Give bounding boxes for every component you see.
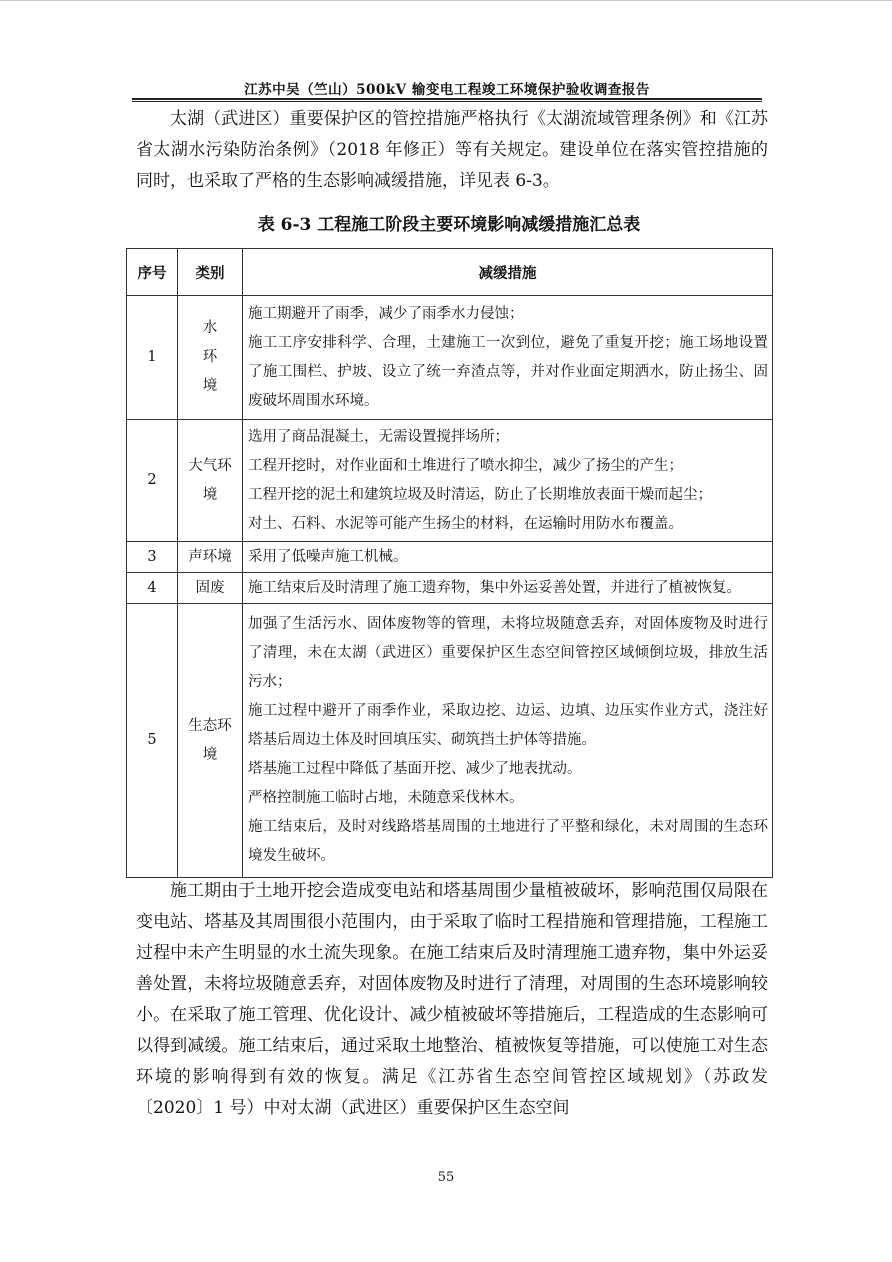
header-rule-thick <box>132 98 762 100</box>
measure-item: 施工期避开了雨季，减少了雨季水力侵蚀； <box>248 305 524 322</box>
category-text: 固废 <box>195 579 225 596</box>
row-no: 5 <box>127 604 178 878</box>
page-top-border <box>0 0 892 1</box>
measure-item: 施工过程中避开了雨季作业，采取边挖、边运、边填、边压实作业方式，浇注好塔基后周边土体及时回填压实、砌筑挡土护体等措施。 <box>248 703 768 748</box>
row-measures <box>243 573 773 604</box>
row-no: 4 <box>127 573 178 604</box>
measure-item: 采用了低噪声施工机械。 <box>248 548 408 565</box>
row-no: 1 <box>127 296 178 420</box>
measure-item: 塔基施工过程中降低了基面开挖、减少了地表扰动。 <box>248 761 582 777</box>
category-text: 境 <box>202 486 218 503</box>
table-row <box>127 296 773 420</box>
closing-paragraph: 施工期由于土地开挖会造成变电站和塔基周围少量植被破坏，影响范围仅局限在变电站、塔基及其周围很小范围内，由于采取了临时工程措施和管理措施，工程施工过程中未产生明显的水土流失现象。在施工结束后及时清理施工遗弃物，集中外运妥善处置，未将垃圾随意丢弃，对固体废物及时进行了清理，对周围的生态环境影响较小。在采取了施工管理、优化设计、减少植被破坏等措施后，工程造成的生态影响可以得到减缓。施工结束后，通过采取土地整治、植被恢复等措施，可以使施工对生态环境的影响得到有效的恢复。满足《江苏省生态空间管控区域规划》（苏政发〔2020〕1 号）中对太湖（武进区）重要保护区生态空间 <box>136 881 768 1118</box>
table-row <box>127 604 773 878</box>
header-measures: 减缓措施 <box>243 249 773 296</box>
header-category: 类别 <box>178 249 243 296</box>
category-text: 生态环 <box>188 717 232 734</box>
row-category <box>178 573 243 604</box>
measure-item: 严格控制施工临时占地，未随意采伐林木。 <box>248 790 524 806</box>
category-text: 声环境 <box>188 548 232 565</box>
page-number: 55 <box>437 1170 455 1185</box>
report-header: 江苏中吴（竺山）500kV 输变电工程竣工环境保护验收调查报告 <box>244 82 650 98</box>
header-rule-thin <box>132 101 762 102</box>
row-measures <box>243 604 773 878</box>
table-header-row <box>127 249 773 296</box>
category-text: 大气环 <box>188 457 232 474</box>
table-row <box>127 573 773 604</box>
header-no: 序号 <box>127 249 178 296</box>
table-title: 表 6-3 工程施工阶段主要环境影响减缓措施汇总表 <box>257 215 641 235</box>
row-category <box>178 604 243 878</box>
measure-item: 对土、石料、水泥等可能产生扬尘的材料，在运输时用防水布覆盖。 <box>248 515 683 532</box>
row-measures <box>243 296 773 420</box>
measure-item: 施工结束后及时清理了施工遗弃物，集中外运妥善处置，并进行了植被恢复。 <box>248 579 741 596</box>
measure-item: 工程开挖的泥土和建筑垃圾及时清运，防止了长期堆放表面干燥而起尘； <box>248 486 712 503</box>
row-measures <box>243 542 773 573</box>
table-row <box>127 542 773 573</box>
row-category <box>178 420 243 542</box>
category-text: 环 <box>202 349 218 365</box>
measure-item: 选用了商品混凝土，无需设置搅拌场所； <box>248 428 509 445</box>
row-no: 2 <box>127 420 178 542</box>
measure-item: 工程开挖时，对作业面和土堆进行了喷水抑尘，减少了扬尘的产生； <box>248 457 683 474</box>
row-category <box>178 296 243 420</box>
category-text: 境 <box>202 378 218 394</box>
category-text: 境 <box>202 746 218 763</box>
row-category <box>178 542 243 573</box>
row-no: 3 <box>127 542 178 573</box>
table-row <box>127 420 773 542</box>
measure-item: 施工工序安排科学、合理，土建施工一次到位，避免了重复开挖；施工场地设置了施工围栏、护坡、设立了统一弃渣点等，并对作业面定期洒水，防止扬尘、固废破坏周围水环境。 <box>248 334 768 409</box>
measure-item: 施工结束后，及时对线路塔基周围的土地进行了平整和绿化，未对周围的生态环境发生破坏。 <box>248 819 768 864</box>
mitigation-table <box>126 248 773 878</box>
intro-paragraph: 太湖（武进区）重要保护区的管控措施严格执行《太湖流域管理条例》和《江苏省太湖水污染防治条例》（2018 年修正）等有关规定。建设单位在落实管控措施的同时，也采取了严格的生态影响减缓措施，详见表 6-3。 <box>136 109 768 191</box>
row-measures <box>243 420 773 542</box>
measure-item: 加强了生活污水、固体废物等的管理，未将垃圾随意丢弃，对固体废物及时进行了清理，未在太湖（武进区）重要保护区生态空间管控区域倾倒垃圾，排放生活污水； <box>248 616 768 690</box>
category-text: 水 <box>202 320 218 336</box>
